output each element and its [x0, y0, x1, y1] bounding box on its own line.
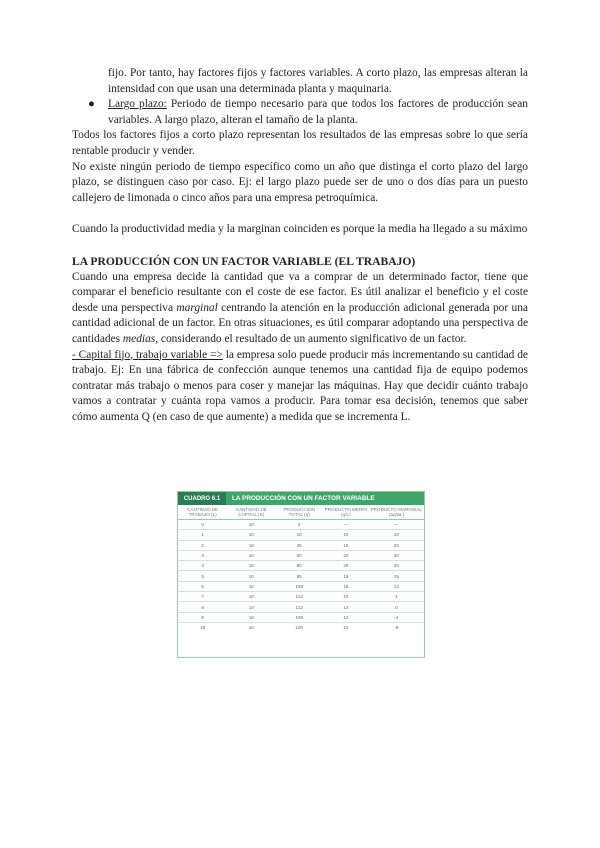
bullet-text: Periodo de tiempo necesario para que todos los factores de producción sean variables. A largo plazo, alteran el tamaño de la planta.	[108, 98, 528, 126]
paragraph-decision: Cuando una empresa decide la cantidad que va a comprar de un determinado factor, tiene que comparar el beneficio resultante con el coste de ese factor. Es útil analizar el beneficio y el coste desde una perspectiva marginal centrando la atención en la producción adicional generada por una cantidad adicional de un factor. En otras situaciones, es útil comparar adoptando una perspectiva de cantidades medias, considerando el resultado de un aumento significativo de un factor.	[72, 270, 528, 345]
table-cell: 9	[178, 612, 227, 622]
paragraph-factores: Todos los factores fijos a corto plazo representan los resultados de las empresas sobre lo que sería rentable producir y vender.	[72, 129, 528, 157]
table-cell: 100	[295, 625, 304, 631]
table-cell: 2	[178, 540, 227, 550]
table-row	[178, 612, 424, 622]
table-cell: 0	[178, 520, 227, 530]
table-cell: 10	[369, 530, 424, 540]
table-cell: 10	[227, 540, 275, 550]
table-cell: 80	[275, 561, 323, 571]
table-cell: —	[369, 520, 424, 530]
table-cell: 4	[369, 592, 424, 602]
table-row	[178, 602, 424, 612]
table-cell: 10	[275, 530, 323, 540]
table-cell: 0	[369, 602, 424, 612]
table-cell: 1	[178, 530, 227, 540]
table-cell: 10	[227, 561, 275, 571]
table-cell: —	[323, 520, 369, 530]
table-row	[178, 561, 424, 571]
table-cell: 10	[227, 530, 275, 540]
table-cell: 10	[227, 592, 275, 602]
bullet-largo-plazo	[72, 97, 528, 128]
table-column-header: CANTIDAD DE TRABAJO (L)	[178, 505, 227, 520]
table-cell: 20	[369, 540, 424, 550]
table-cell: 16	[323, 592, 369, 602]
table-row	[178, 622, 424, 632]
table-cell: 3	[178, 550, 227, 560]
table-grid	[178, 505, 424, 632]
term-capital-fijo: - Capital fijo, trabajo variable =>	[72, 348, 223, 361]
table-cell: 10	[227, 602, 275, 612]
table-cell: 10	[227, 571, 275, 581]
table-cell: 20	[323, 550, 369, 560]
table-row	[178, 520, 424, 530]
table-tag: CUADRO 6.1	[178, 492, 226, 505]
table-cell: 60	[275, 550, 323, 560]
table-cell: 8	[178, 602, 227, 612]
table-cell: 13	[369, 581, 424, 591]
term-medias: medias	[122, 332, 156, 345]
table-row	[178, 571, 424, 581]
term-largo-plazo: Largo plazo:	[108, 98, 167, 111]
table-cell: 12	[323, 612, 369, 622]
table-cell: 30	[369, 550, 424, 560]
table-row	[178, 540, 424, 550]
table-cell: 20	[369, 561, 424, 571]
table-cell: 108	[275, 612, 323, 622]
table-header-bar	[178, 492, 424, 505]
table-cell: 19	[323, 571, 369, 581]
table-title: LA PRODUCCIÓN CON UN FACTOR VARIABLE	[226, 492, 424, 505]
table-cell: 10	[343, 625, 349, 631]
production-table	[177, 491, 425, 658]
table-cell: 5	[178, 571, 227, 581]
paragraph-continuation: fijo. Por tanto, hay factores fijos y factores variables. A corto plazo, las empresas alteran la intensidad con que usan una determinada planta y maquinaria.	[108, 67, 528, 95]
table-row	[178, 530, 424, 540]
table-column-header: PRODUCTO MARGINAL (Δq/ΔL)	[369, 505, 424, 520]
document-body	[72, 66, 528, 425]
table-cell: 10	[200, 625, 206, 631]
table-cell: 10	[227, 550, 275, 560]
table-cell: -4	[369, 612, 424, 622]
table-cell: 10	[227, 581, 275, 591]
table-column-header: CANTIDAD DE CAPITAL (K)	[227, 505, 275, 520]
table-cell: 10	[227, 520, 275, 530]
table-cell: 15	[369, 571, 424, 581]
table-column-header: PRODUCCIÓN TOTAL (q)	[275, 505, 323, 520]
table-cell: 6	[178, 581, 227, 591]
paragraph-productividad: Cuando la productividad media y la marginan coinciden es porque la media ha llegado a su máximo	[72, 223, 528, 236]
table-cell: 30	[275, 540, 323, 550]
table-cell: 10	[323, 530, 369, 540]
table-row	[178, 592, 424, 602]
table-cell: 10	[227, 612, 275, 622]
table-cell: 108	[275, 581, 323, 591]
table-cell: -8	[394, 625, 399, 631]
table-cell: 0	[275, 520, 323, 530]
table-cell: 4	[178, 561, 227, 571]
table-cell: 20	[323, 561, 369, 571]
paragraph-capital-fijo: - Capital fijo, trabajo variable => la empresa solo puede producir más incrementando su cantidad de trabajo. Ej: En una fábrica de confección aunque tenemos una cantidad fija de equipo podemos contratar más trabajo o menos para coser y manejar las máquinas. Hay que decidir cuánto trabajo vamos a contratar y cuánta ropa vamos a producir. Para tomar esa decisión, tenemos que saber cómo aumenta Q (en caso de que aumente) a medida que se incrementa L.	[72, 348, 528, 423]
bullet-dot-icon: ●	[88, 98, 95, 111]
table-cell: 7	[178, 592, 227, 602]
table-cell: 18	[323, 581, 369, 591]
table-cell: 14	[323, 602, 369, 612]
table-cell: 10	[248, 625, 254, 631]
table-column-header: PRODUCTO MEDIO (q/L)	[323, 505, 369, 520]
table-row	[178, 581, 424, 591]
table-cell: 112	[275, 592, 323, 602]
section-heading: LA PRODUCCIÓN CON UN FACTOR VARIABLE (EL TRABAJO)	[72, 254, 416, 268]
term-marginal: marginal	[176, 301, 218, 314]
paragraph-periodo: No existe ningún periodo de tiempo específico como un año que distinga el corto plazo del largo plazo, se distinguen caso por caso. Ej: el largo plazo puede ser de uno o dos días para un puesto callejero de limonada o cinco años para una empresa petroquímica.	[72, 160, 528, 204]
table-cell: 95	[275, 571, 323, 581]
table-cell: 112	[275, 602, 323, 612]
table-cell: 15	[323, 540, 369, 550]
table-row	[178, 550, 424, 560]
